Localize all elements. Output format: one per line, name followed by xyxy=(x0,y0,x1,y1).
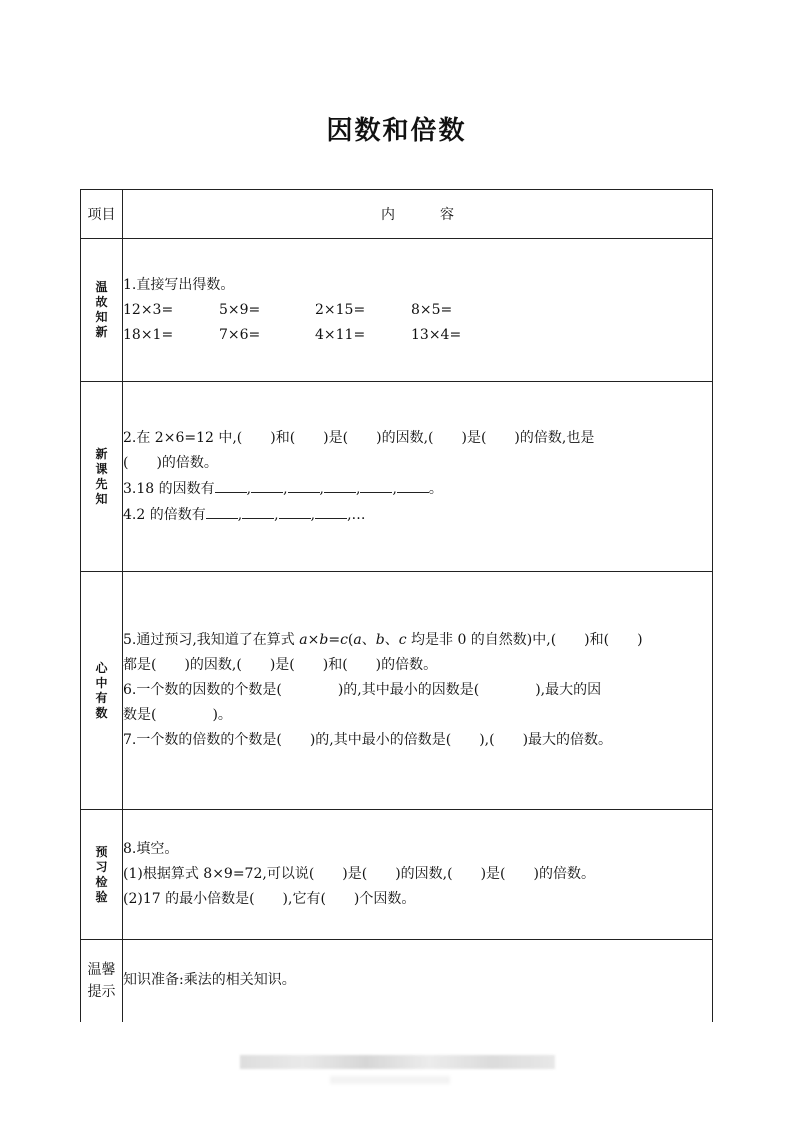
question-2-line-1: 2.在 2×6=12 中,( )和( )是( )的因数,( )是( )的倍数,也是 xyxy=(123,429,595,446)
question-6-line-1: 6.一个数的因数的个数是( )的,其中最小的因数是( ),最大的因 xyxy=(123,682,602,698)
answer-blank xyxy=(324,476,356,493)
question-8-2: (2)17 的最小倍数是( ),它有( )个因数。 xyxy=(123,891,416,907)
answer-blank xyxy=(315,502,347,519)
section-heart xyxy=(81,572,713,810)
section-new xyxy=(81,382,713,572)
header-content-char-1: 内 xyxy=(381,207,396,223)
blurred-footer xyxy=(240,1055,555,1069)
answer-blank xyxy=(215,476,247,493)
section-new-label: 新 课 先 知 xyxy=(81,382,123,572)
question-6-line-2: 数是( )。 xyxy=(123,707,232,723)
section-check-content xyxy=(123,810,713,940)
page-title: 因数和倍数 xyxy=(326,116,467,146)
header-row xyxy=(81,190,713,239)
worksheet-table xyxy=(80,189,713,1022)
question-1: 1.直接写出得数。 xyxy=(123,276,235,293)
section-tip xyxy=(81,940,713,1022)
answer-blank xyxy=(397,476,429,493)
question-5-line-2: 都是( )的因数,( )是( )和( )的倍数。 xyxy=(123,657,438,673)
question-7: 7.一个数的倍数的个数是( )的,其中最小的倍数是( ),( )最大的倍数。 xyxy=(123,732,613,748)
answer-blank xyxy=(279,502,311,519)
calc-item: 4×11= xyxy=(315,326,366,343)
section-heart-content xyxy=(123,572,713,810)
blurred-footer-subline xyxy=(330,1076,450,1084)
section-warm-label: 温 故 知 新 xyxy=(81,239,123,382)
question-3: 3.18 的因数有 , , , , , 。 xyxy=(123,476,712,502)
calc-item: 5×9= xyxy=(219,301,261,318)
answer-blank xyxy=(251,476,283,493)
calc-item: 7×6= xyxy=(219,326,261,343)
header-item-label: 项目 xyxy=(81,190,123,239)
calc-item: 2×15= xyxy=(315,301,366,318)
calc-item: 12×3= xyxy=(123,301,174,318)
question-8-1: (1)根据算式 8×9=72,可以说( )是( )的因数,( )是( )的倍数。 xyxy=(123,866,595,882)
calc-item: 13×4= xyxy=(411,326,462,343)
answer-blank xyxy=(242,502,274,519)
question-2-line-2: ( )的倍数。 xyxy=(123,454,218,471)
header-content-label xyxy=(123,190,713,239)
section-tip-content: 知识准备:乘法的相关知识。 xyxy=(123,940,713,1022)
calc-row-2 xyxy=(123,323,712,348)
section-check xyxy=(81,810,713,940)
question-8: 8.填空。 xyxy=(123,841,179,857)
answer-blank xyxy=(360,476,392,493)
question-5-line-1: 5.通过预习,我知道了在算式 a×b=c(a、b、c 均是非 0 的自然数)中,( )和( ) xyxy=(123,632,643,648)
section-tip-label: 温馨 提示 xyxy=(81,940,123,1022)
question-4: 4.2 的倍数有 , , , ,… xyxy=(123,502,712,528)
section-warm xyxy=(81,239,713,382)
answer-blank xyxy=(288,476,320,493)
header-content-char-2: 容 xyxy=(439,207,454,223)
section-heart-label: 心 中 有 数 xyxy=(81,572,123,810)
section-warm-content xyxy=(123,239,713,382)
calc-item: 8×5= xyxy=(411,301,453,318)
calc-item: 18×1= xyxy=(123,326,174,343)
calc-row-1 xyxy=(123,298,712,323)
section-check-label: 预 习 检 验 xyxy=(81,810,123,940)
section-new-content xyxy=(123,382,713,572)
answer-blank xyxy=(206,502,238,519)
